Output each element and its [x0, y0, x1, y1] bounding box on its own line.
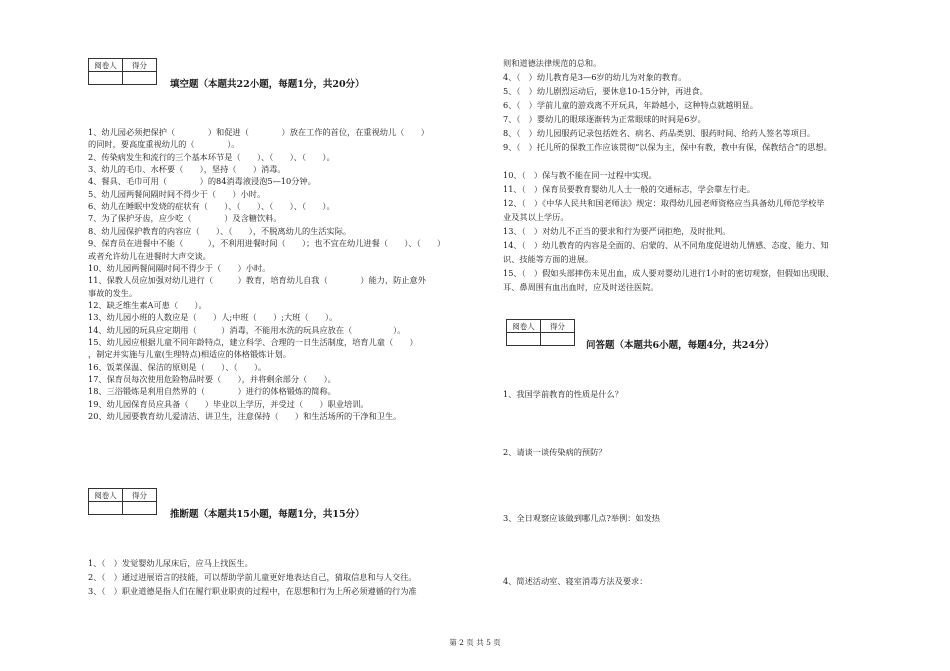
question-line: 4、（ ）幼儿教育是3—6岁的幼儿为对象的教育。 — [503, 72, 687, 82]
score-box-judge — [88, 488, 157, 515]
grader-cell — [89, 502, 123, 515]
question-line: 12、（ ）《中华人民共和国老师法》规定：取得幼儿园老师资格应当具备幼儿师范学校毕 — [503, 198, 825, 208]
question-line: 19、幼儿园保育员应具备（ ）毕业以上学历，并受过（ ）职业培训。 — [88, 399, 369, 409]
question-line: 7、为了保护牙齿，应少吃（ ）及含糖饮料。 — [88, 213, 282, 223]
question-line: 2、请谈一谈传染病的预防？ — [503, 447, 607, 457]
question-line: 3、幼儿的毛巾、水杯要（ ），坚持（ ）消毒。 — [88, 164, 286, 174]
question-line: 1、幼儿园必须把保护（ ）和促进（ ）放在工作的首位，在重视幼儿（ ） — [88, 127, 429, 137]
question-line: 业及其以上学历。 — [503, 212, 569, 222]
score-cell — [123, 72, 157, 85]
question-line: 11、（ ）保育员要教育婴幼儿人士一般的交通标志，学会靠左行走。 — [503, 184, 755, 194]
question-line: 3、全日观察应该做到哪几点?举例：如发热 — [503, 513, 660, 523]
question-line: 6、（ ）学前儿童的游戏离不开玩具，年龄越小，这种特点就越明显。 — [503, 100, 758, 110]
question-line: 18、三浴锻炼是利用自然界的（ ）进行的体格锻炼的简称。 — [88, 386, 336, 396]
question-line: 或者允许幼儿在进餐时大声交谈。 — [88, 251, 211, 261]
score-cell — [123, 502, 157, 515]
question-line: 6、幼儿在睡眠中发烧的症状有（ ）、（ ）、（ ）、（ ）。 — [88, 201, 335, 211]
question-line: 10、（ ）保与教不能在同一过程中实现。 — [503, 170, 657, 180]
question-line: 的同时，要高度重视幼儿的（ ）。 — [88, 139, 240, 149]
score-label: 得分 — [123, 59, 157, 72]
question-line: 7、（ ）婴幼儿的眼球逐渐转为正常眼球的时间是6岁。 — [503, 114, 706, 124]
score-box-qa — [506, 319, 575, 346]
question-line: 5、（ ）幼儿剧烈运动后，要休息10-15分钟，再进食。 — [503, 86, 708, 96]
question-line: 13、（ ）对幼儿不正当的要求和行为要严词拒绝，及时批判。 — [503, 226, 731, 236]
question-line: 5、幼儿园两餐间隔时间不得少于（ ）小时。 — [88, 189, 266, 199]
question-line: 2、（ ）通过进展语言的技能，可以帮助学前儿童更好地表达自己，猜取信息和与人交往。 — [88, 572, 417, 582]
question-line: 耳、鼻周围有血出血时，应及时送往医院。 — [503, 282, 659, 292]
question-line: 15、（ ）假如头部摔伤未见出血，成人要对婴幼儿进行1小时的密切观察，但假如出现眼、 — [503, 268, 834, 278]
question-line: ，制定并实施与儿童(生理特点)相适应的体格锻炼计划。 — [88, 349, 291, 359]
judge-section-title: 推断题（本题共15小题，每题1分，共15分） — [170, 509, 365, 520]
score-cell — [541, 333, 575, 346]
qa-section-title: 问答题（本题共6小题，每题4分，共24分） — [586, 340, 774, 351]
question-line: 11、保教人员应加强对幼儿进行（ ）教育，培育幼儿自我（ ）能力，防止意外 — [88, 275, 426, 285]
question-line: 9、（ ）托儿所的保教工作应该贯彻“以保为主，保中有教，教中有保，保教结合”的思想。 — [503, 142, 832, 152]
question-line: 8、幼儿园保护教育的内容应（ ）、（ ），不脱离幼儿的生活实际。 — [88, 226, 352, 236]
question-line: 3、（ ）职业道德是指人们在履行职业职责的过程中，在思想和行为上所必须遵循的行为准 — [88, 586, 417, 596]
question-line: 17、保育员每次使用危险物品时要（ ），并将剩余部分（ ）。 — [88, 374, 336, 384]
grader-cell — [89, 72, 123, 85]
question-line: 10、幼儿园两餐间隔时间不得少于（ ）小时。 — [88, 263, 271, 273]
question-line: 2、传染病发生和流行的三个基本环节是（ ）、（ ）、（ ）。 — [88, 152, 335, 162]
question-line: 13、幼儿园小班的人数应是（ ）人;中班（ ）;大班（ ）。 — [88, 312, 338, 322]
score-label: 得分 — [123, 489, 157, 502]
question-line: 12、缺乏维生素A可患（ ）。 — [88, 300, 207, 310]
question-line: 20、幼儿园要教育幼儿爱清洁、讲卫生，注意保持（ ）和生活场所的干净和卫生。 — [88, 411, 402, 421]
grader-label: 阅卷人 — [89, 489, 123, 502]
question-line: 1、（ ）发觉婴幼儿尿床后，应马上找医生。 — [88, 558, 253, 568]
question-line: 14、（ ）幼儿教育的内容是全面的、启蒙的、从不同角度促进幼儿情感、态度、能力、知 — [503, 240, 829, 250]
question-line: 事故的发生。 — [88, 288, 138, 298]
question-line: 则和道德法律规范的总和。 — [503, 58, 602, 68]
question-line: 识、技能等方面的进展。 — [503, 254, 594, 264]
question-line: 14、幼儿园的玩具应定期用（ ）消毒，不能用水洗的玩具应放在（ ）。 — [88, 325, 406, 335]
grader-label: 阅卷人 — [507, 320, 541, 333]
question-line: 16、饭菜保温、保洁的原则是（ ）、（ ）。 — [88, 362, 267, 372]
question-line: 4、简述活动室、寝室消毒方法及要求： — [503, 576, 648, 586]
score-label: 得分 — [541, 320, 575, 333]
question-line: 15、幼儿园应根据儿童不同年龄特点，建立科学、合理的一日生活制度，培育儿童（ ） — [88, 337, 418, 347]
question-line: 8、（ ）幼儿园服药记录包括姓名、病名、药品类别、服药时间、给药人签名等项目。 — [503, 128, 816, 138]
question-line: 1、我国学前教育的性质是什么？ — [503, 389, 623, 399]
question-line: 9、保育员在进餐中不能（ ），不利用进餐时间（ ）；也不宜在幼儿进餐（ ）、（ ） — [88, 238, 446, 248]
fill-section-title: 填空题（本题共22小题，每题1分，共20分） — [170, 79, 365, 90]
grader-label: 阅卷人 — [89, 59, 123, 72]
grader-cell — [507, 333, 541, 346]
question-line: 4、餐具、毛巾可用（ ）的84消毒液浸泡5—10分钟。 — [88, 176, 316, 186]
page-footer: 第 2 页 共 5 页 — [449, 638, 501, 647]
score-box-fill — [88, 58, 157, 85]
